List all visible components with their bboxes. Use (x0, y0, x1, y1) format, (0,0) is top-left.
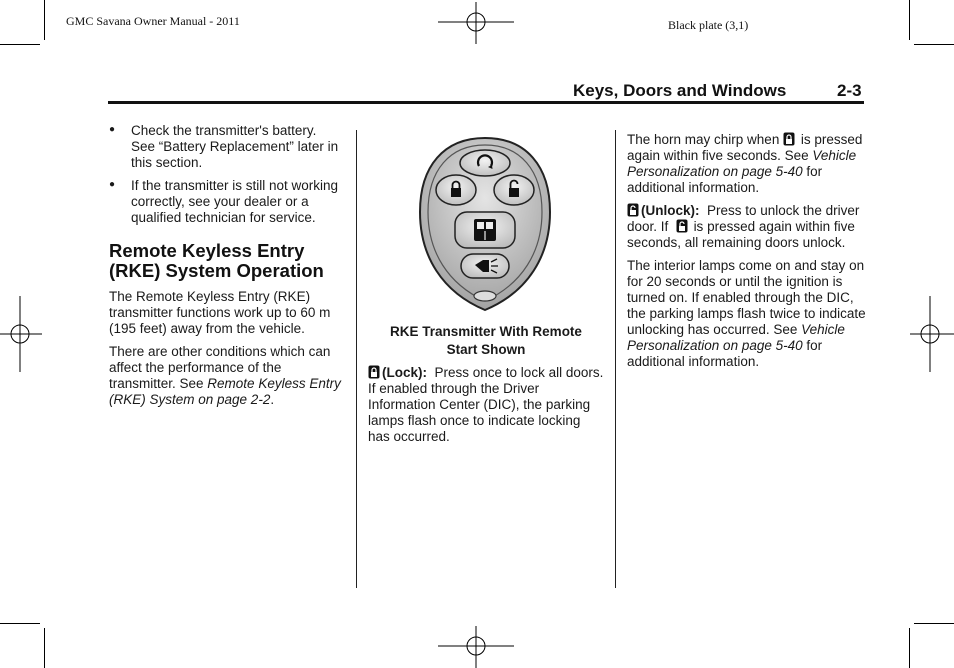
rke-system-reference-link[interactable]: Remote Keyless Entry (RKE) System on page 2-2 (109, 376, 341, 407)
running-head-title: Keys, Doors and Windows (573, 81, 787, 100)
unlock-icon (676, 219, 688, 233)
conditions-text: There are other conditions which can affect the performance of the transmitter. See (109, 344, 331, 391)
column-divider (615, 130, 616, 588)
section-heading-line-1: Remote Keyless Entry (109, 240, 305, 261)
panic-button (461, 254, 509, 278)
conditions-paragraph (109, 344, 344, 408)
section-heading (109, 241, 344, 281)
range-paragraph: The Remote Keyless Entry (RKE) transmitter functions work up to 60 m (195 feet) away from the vehicle. (109, 289, 331, 336)
column-3 (627, 132, 867, 377)
registration-mark-bottom (438, 626, 514, 668)
plate-slug: Black plate (3,1) (668, 18, 749, 32)
bullet-icon: ● (109, 124, 116, 135)
crop-mark (909, 0, 910, 40)
figure-caption (368, 323, 604, 359)
bullet-icon: ● (109, 179, 116, 190)
unlock-text-continued: is pressed again within five seconds, all remaining doors unlock. (627, 219, 855, 250)
crop-mark (909, 628, 910, 668)
column-2-text (368, 365, 604, 452)
horn-text-end: for additional information. (627, 164, 823, 195)
header-rule (108, 101, 864, 104)
caption-line-1: RKE Transmitter With Remote (390, 324, 582, 339)
lock-term: (Lock): (382, 365, 427, 380)
rke-transmitter-illustration (418, 136, 552, 312)
unlock-button (494, 175, 534, 205)
crop-mark (0, 623, 40, 624)
horn-paragraph (627, 132, 867, 196)
unlock-term: (Unlock): (641, 203, 700, 218)
crop-mark (44, 0, 45, 40)
registration-mark-left (0, 296, 42, 372)
registration-mark-top (438, 2, 514, 44)
bullet-text: Check the transmitter's battery. See “Battery Replacement” later in this section. (131, 123, 339, 170)
bullet-item (109, 178, 344, 226)
horn-text-continued: is pressed again within five seconds. See (627, 132, 863, 163)
lock-button (436, 175, 476, 205)
section-heading-line-2: (RKE) System Operation (109, 260, 324, 281)
unlock-icon (627, 203, 639, 217)
column-1 (109, 123, 344, 415)
unlock-paragraph (627, 203, 867, 251)
lock-icon (368, 365, 380, 379)
crop-mark (0, 44, 40, 45)
rear-door-button (455, 212, 515, 248)
remote-start-button (460, 150, 510, 176)
interior-lamps-text-end: for additional information. (627, 338, 823, 369)
interior-lamps-text: The interior lamps come on and stay on for 20 seconds or until the ignition is turned on. If enabled through the DIC, the parking lamps flash twice to indicate unlocking has occurred. See (627, 258, 866, 337)
caption-line-2: Start Shown (446, 342, 526, 357)
lock-icon (783, 132, 795, 146)
crop-mark (44, 628, 45, 668)
column-divider (356, 130, 357, 588)
vehicle-personalization-link[interactable]: Vehicle Personalization on page 5-40 (627, 322, 845, 353)
led-indicator (474, 291, 496, 301)
unlock-text: Press to unlock the driver door. If (627, 203, 860, 234)
rear-door-icon (474, 219, 496, 241)
page-number: 2-3 (837, 81, 862, 100)
lock-description: Press once to lock all doors. If enabled through the Driver Information Center (DIC), the parking lamps flash once to indicate locking has occurred. (368, 365, 604, 444)
bullet-text: If the transmitter is still not working correctly, see your dealer or a qualified technician for service. (131, 178, 339, 225)
registration-mark-right (910, 296, 954, 372)
vehicle-personalization-link[interactable]: Vehicle Personalization on page 5-40 (627, 148, 857, 179)
crop-mark (914, 623, 954, 624)
interior-lamps-paragraph (627, 258, 867, 370)
horn-text: The horn may chirp when (627, 132, 780, 147)
bullet-item (109, 123, 344, 171)
manual-title-slug: GMC Savana Owner Manual - 2011 (66, 14, 240, 28)
crop-mark (914, 44, 954, 45)
lock-paragraph (368, 365, 604, 445)
conditions-period: . (270, 392, 275, 407)
